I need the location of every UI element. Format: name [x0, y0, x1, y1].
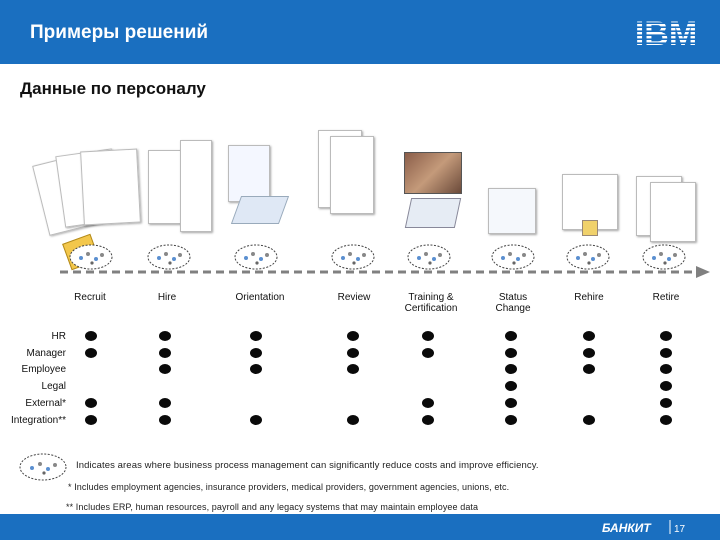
matrix-dot [505, 415, 517, 425]
matrix-dot [505, 398, 517, 408]
legend-integration-note: ** Includes ERP, human resources, payroll and any legacy systems that may maintain employee data [66, 502, 479, 512]
matrix-dot [347, 331, 359, 341]
bpm-cloud-3 [330, 242, 376, 272]
page-number: 17 [674, 524, 686, 535]
matrix-dot [347, 348, 359, 358]
orientation-doc [228, 145, 270, 202]
bpm-cloud-1 [146, 242, 192, 272]
offer-doc-2 [180, 140, 212, 232]
matrix-dot [159, 331, 171, 341]
matrix-dot [660, 381, 672, 391]
bpm-cloud-4 [406, 242, 452, 272]
matrix-dot [505, 364, 517, 374]
bpm-cloud-2 [233, 242, 279, 272]
legend-bpm-text: Indicates areas where business process management can significantly reduce costs and improve efficiency. [76, 460, 539, 471]
matrix-dot [159, 364, 171, 374]
bpm-cloud-icon [18, 452, 68, 482]
matrix-dot [660, 364, 672, 374]
row-label-external: External* [25, 398, 66, 409]
matrix-dot [85, 398, 97, 408]
bpm-cloud-7 [641, 242, 687, 272]
bpm-cloud-0 [68, 242, 114, 272]
matrix-dot [85, 415, 97, 425]
certificate-icon [405, 198, 461, 228]
matrix-dot [505, 381, 517, 391]
page-title: Примеры решений [30, 22, 209, 43]
matrix-dot [422, 331, 434, 341]
legend-external-note: * Includes employment agencies, insurance providers, medical providers, government agencies, unions, etc. [68, 482, 510, 492]
row-label-legal: Legal [41, 381, 66, 392]
review-form-2 [330, 136, 374, 214]
matrix-dot [347, 415, 359, 425]
bpm-cloud-5 [490, 242, 536, 272]
matrix-dot [422, 348, 434, 358]
stage-orientation: Orientation [235, 292, 285, 303]
stage-training: Training & Certification [404, 292, 458, 314]
matrix-dot [660, 331, 672, 341]
row-label-hr: HR [51, 331, 66, 342]
matrix-dot [250, 364, 262, 374]
matrix-dot [347, 364, 359, 374]
matrix-dot [505, 348, 517, 358]
matrix-dot [505, 331, 517, 341]
status-change-doc [488, 188, 536, 234]
resume-doc-3 [80, 149, 141, 226]
matrix-dot [660, 398, 672, 408]
matrix-dot [250, 348, 262, 358]
pencil-note-icon [582, 220, 598, 236]
section-subtitle: Данные по персоналу [20, 79, 206, 98]
matrix-dot [583, 331, 595, 341]
stage-rehire: Rehire [574, 292, 604, 303]
brochure-icon [231, 196, 289, 224]
matrix-dot [422, 398, 434, 408]
matrix-dot [159, 415, 171, 425]
training-photo [404, 152, 462, 194]
stage-retire: Retire [652, 292, 680, 303]
retire-doc-2 [650, 182, 696, 242]
stage-recruit: Recruit [74, 292, 106, 303]
matrix-dot [159, 348, 171, 358]
matrix-dot [85, 331, 97, 341]
matrix-dot [660, 415, 672, 425]
bankit-logo-text: БАНКИТ [602, 521, 651, 535]
row-label-integration: Integration** [10, 415, 66, 426]
bpm-cloud-6 [565, 242, 611, 272]
matrix-dot [583, 364, 595, 374]
row-label-manager: Manager [26, 348, 66, 359]
matrix-dot [250, 331, 262, 341]
ibm-logo [628, 16, 704, 50]
row-label-employee: Employee [21, 364, 66, 375]
stage-status-change: Status Change [495, 292, 531, 314]
bankit-logo [600, 518, 690, 536]
matrix-dot [85, 348, 97, 358]
stage-hire: Hire [157, 292, 177, 303]
matrix-dot [422, 415, 434, 425]
matrix-dot [159, 398, 171, 408]
matrix-dot [250, 415, 262, 425]
matrix-dot [660, 348, 672, 358]
matrix-dot [583, 415, 595, 425]
ibm-logo-text: IBM [634, 16, 698, 50]
matrix-dot [583, 348, 595, 358]
stage-review: Review [337, 292, 371, 303]
